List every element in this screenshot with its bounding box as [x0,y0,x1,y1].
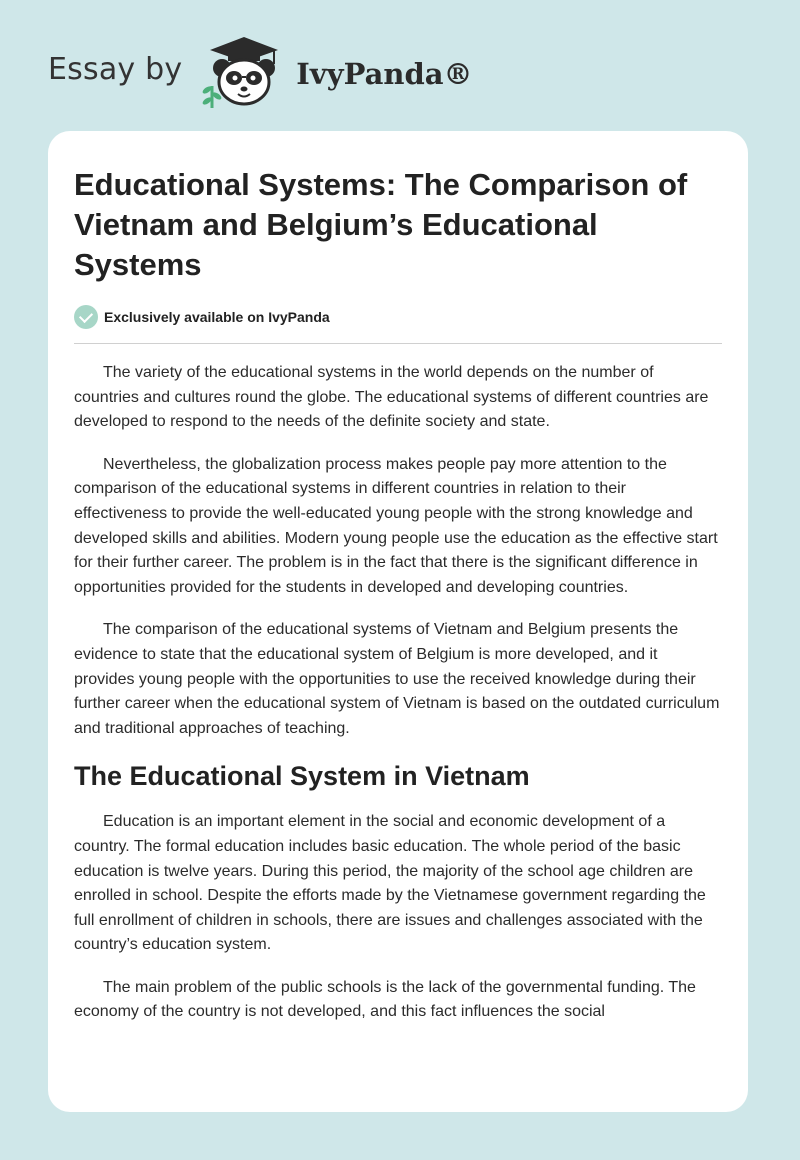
article-card [48,131,748,1112]
paragraph: The variety of the educational systems in the world depends on the number of countries and cultures round the globe. The educational systems of different countries are developed to respond to the needs of the definite society and state. [74,364,709,431]
paragraph: Education is an important element in the social and economic development of a country. The formal education includes basic education. The whole period of the basic education is twelve years. During this period, the majority of the school age children are enrolled in school. Despite the efforts made by the Vietnamese government regarding the full enrollment of children in schools, there are issues and challenges associated with the country’s education system. [74,813,706,954]
site-header [48,34,473,110]
section-heading: The Educational System in Vietnam [74,761,530,792]
essay-by-label: Essay by [48,51,183,87]
article-title: Educational Systems: The Comparison of Vietnam and Belgium’s Educational Systems [74,167,688,282]
paragraph: The comparison of the educational systems of Vietnam and Belgium presents the evidence to state that the educational system of Belgium is more developed, and it provides young people with the opportunities to use the received knowledge during their further career when the educational system of Vietnam is based on the outdated curriculum and traditional approaches of teaching. [74,621,720,737]
exclusive-label: Exclusively available on IvyPanda [104,309,330,325]
panda-logo-icon[interactable] [198,34,290,110]
divider [74,343,722,344]
paragraph: The main problem of the public schools is the lack of the governmental funding. The economy of the country is not developed, and this fact influences the social [74,978,696,1021]
brand-name[interactable]: IvyPanda® [296,57,473,91]
paragraph: Nevertheless, the globalization process makes people pay more attention to the comparison of the educational systems in different countries in relation to their effectiveness to provide the well-educated young people with the strong knowledge and developed skills and abilities. Modern young people use the education as the effective start for their further career. The problem is in the fact that there is the significant difference in opportunities provided for the students in developed and developing countries. [74,455,718,596]
check-icon [74,305,98,329]
exclusive-badge [74,305,722,329]
